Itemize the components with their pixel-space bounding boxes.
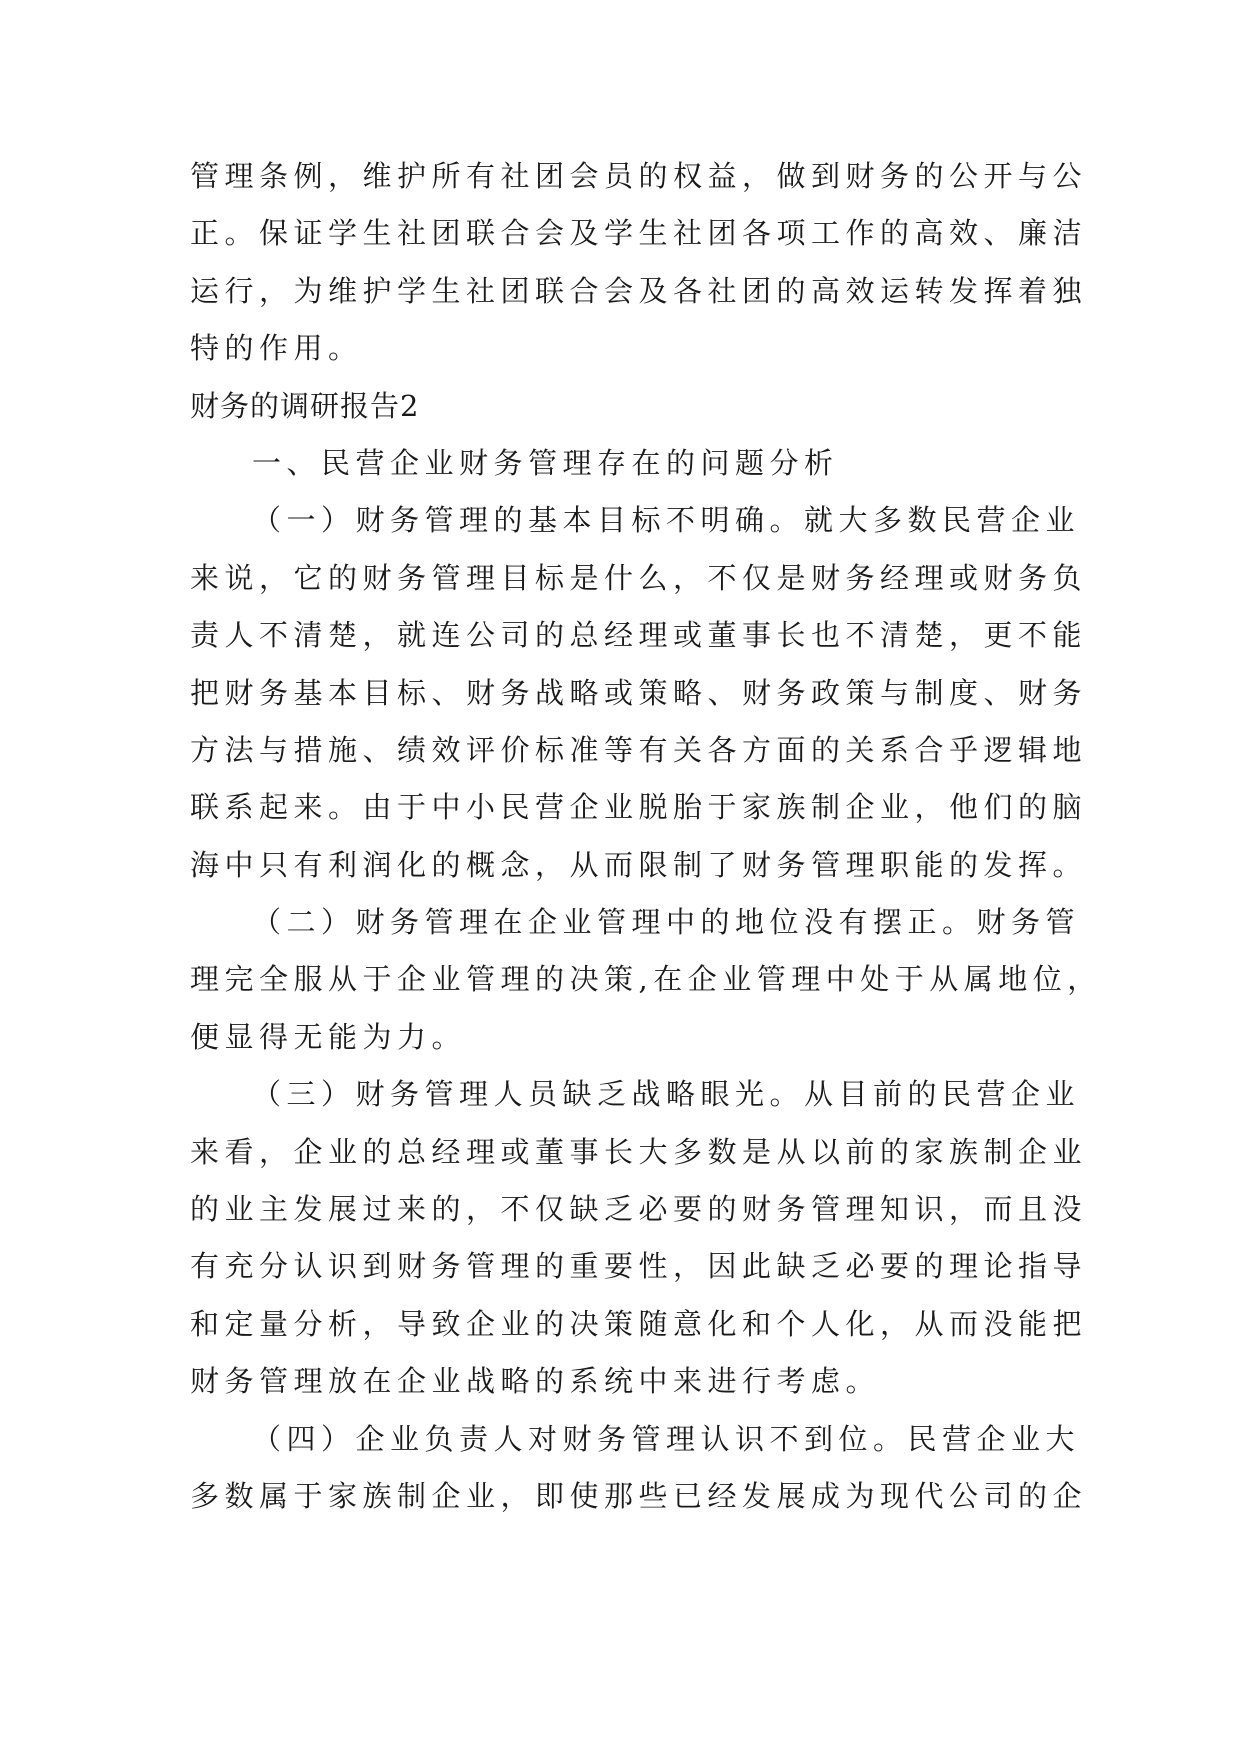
body-line: 管理条例，维护所有社团会员的权益，做到财务的公开与公 [190,159,1088,193]
body-line: 海中只有利润化的概念，从而限制了财务管理职能的发挥。 [190,847,1088,882]
body-line: 有充分认识到财务管理的重要性，因此缺乏必要的理论指导 [190,1249,1088,1284]
body-line: 和定量分析，导致企业的决策随意化和个人化，从而没能把 [190,1306,1088,1341]
body-line: 便显得无能为力。 [190,1019,467,1054]
body-line: （一）财务管理的基本目标不明确。就大多数民营企业 [252,503,1081,538]
subsection-heading: 一、民营企业财务管理存在的问题分析 [252,445,839,480]
body-line: 来说，它的财务管理目标是什么，不仅是财务经理或财务负 [190,560,1088,595]
body-line: （四）企业负责人对财务管理认识不到位。民营企业大 [252,1421,1081,1456]
body-line: 责人不清楚，就连公司的总经理或董事长也不清楚，更不能 [190,618,1088,653]
section-heading: 财务的调研报告2 [190,388,420,423]
body-line: 把财务基本目标、财务战略或策略、财务政策与制度、财务 [190,675,1088,710]
body-line: 理完全服从于企业管理的决策,在企业管理中处于从属地位， [190,962,1102,997]
body-line: 财务管理放在企业战略的系统中来进行考虑。 [190,1364,881,1399]
body-line: （三）财务管理人员缺乏战略眼光。从目前的民营企业 [252,1077,1081,1112]
body-line: 运行，为维护学生社团联合会及各社团的高效运转发挥着独 [190,273,1088,308]
body-line: 来看，企业的总经理或董事长大多数是从以前的家族制企业 [190,1134,1088,1169]
body-line: 方法与措施、绩效评价标准等有关各方面的关系合乎逻辑地 [190,732,1088,767]
body-line: （二）财务管理在企业管理中的地位没有摆正。财务管 [252,905,1081,940]
body-line: 特的作用。 [190,331,363,366]
body-line: 多数属于家族制企业，即使那些已经发展成为现代公司的企 [190,1478,1088,1513]
body-line: 联系起来。由于中小民营企业脱胎于家族制企业，他们的脑 [190,790,1088,825]
body-line: 的业主发展过来的，不仅缺乏必要的财务管理知识，而且没 [190,1192,1088,1227]
body-line: 正。保证学生社团联合会及学生社团各项工作的高效、廉洁 [190,216,1088,251]
document-body [190,148,1102,1525]
